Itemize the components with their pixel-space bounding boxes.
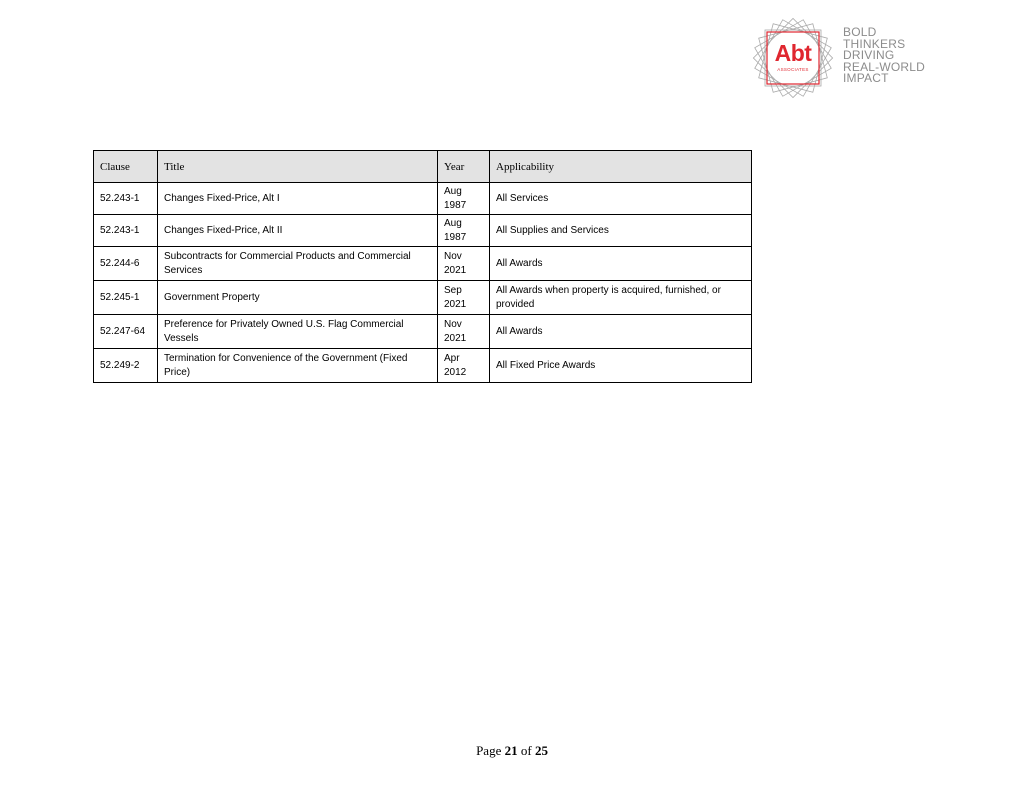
cell-title: Termination for Convenience of the Government (Fixed Price): [158, 349, 438, 383]
page-current: 21: [504, 743, 518, 758]
tagline-line: DRIVING: [843, 48, 895, 62]
cell-applicability: All Awards when property is acquired, furnished, or provided: [490, 281, 752, 315]
cell-applicability: All Fixed Price Awards: [490, 349, 752, 383]
header-year: Year: [438, 151, 490, 183]
logo-wordmark: Abt: [774, 40, 812, 66]
page-total: 25: [534, 743, 548, 758]
cell-applicability: All Services: [490, 183, 752, 215]
page-number: [0, 743, 1024, 759]
cell-title: Changes Fixed-Price, Alt II: [158, 215, 438, 247]
cell-clause: 52.243-1: [94, 183, 158, 215]
cell-title: Changes Fixed-Price, Alt I: [158, 183, 438, 215]
cell-applicability: All Awards: [490, 315, 752, 349]
cell-clause: 52.244-6: [94, 247, 158, 281]
table-row: [94, 215, 752, 247]
cell-title: Preference for Privately Owned U.S. Flag Commercial Vessels: [158, 315, 438, 349]
cell-clause: 52.245-1: [94, 281, 158, 315]
cell-year: Nov 2021: [438, 315, 490, 349]
cell-year: Apr 2012: [438, 349, 490, 383]
logo-subtext: ASSOCIATES: [777, 67, 809, 72]
table-row: [94, 247, 752, 281]
cell-title: Government Property: [158, 281, 438, 315]
header-applicability: Applicability: [490, 151, 752, 183]
brand-tagline: [843, 27, 925, 85]
cell-year: Nov 2021: [438, 247, 490, 281]
abt-logo: [748, 14, 938, 102]
header-row: [94, 151, 752, 183]
table-body: [94, 183, 752, 383]
header-title: Title: [158, 151, 438, 183]
tagline-line: REAL-WORLD: [843, 59, 926, 74]
table-row: [94, 315, 752, 349]
table-row: [94, 349, 752, 383]
cell-title: Subcontracts for Commercial Products and Commercial Services: [158, 247, 438, 281]
cell-year: Aug 1987: [438, 215, 490, 247]
header-clause: Clause: [94, 151, 158, 183]
cell-clause: 52.249-2: [94, 349, 158, 383]
cell-applicability: All Supplies and Services: [490, 215, 752, 247]
cell-year: Sep 2021: [438, 281, 490, 315]
cell-year: Aug 1987: [438, 183, 490, 215]
table-row: [94, 281, 752, 315]
table-header: [94, 151, 752, 183]
cell-clause: 52.243-1: [94, 215, 158, 247]
tagline-line: IMPACT: [843, 71, 889, 85]
table-row: [94, 183, 752, 215]
of-word: of: [520, 743, 532, 758]
page-word: Page: [476, 743, 502, 758]
tagline-line: THINKERS: [843, 36, 906, 51]
cell-applicability: All Awards: [490, 247, 752, 281]
cell-clause: 52.247-64: [94, 315, 158, 349]
clause-table: [93, 150, 752, 383]
tagline-line: BOLD: [843, 25, 877, 39]
